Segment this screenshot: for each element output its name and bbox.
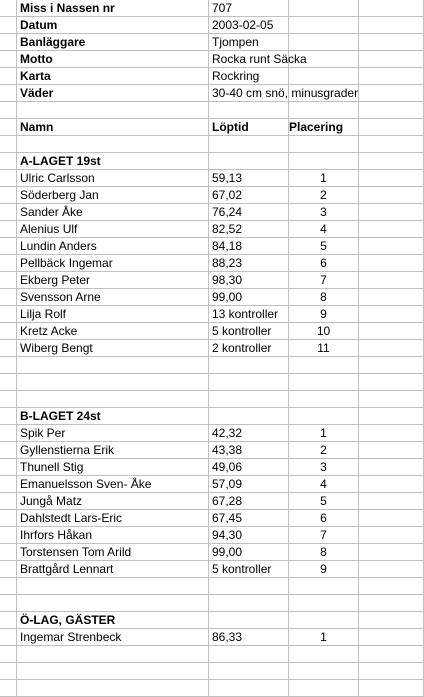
- grid-cell[interactable]: [359, 85, 424, 102]
- table-row: [0, 425, 424, 442]
- info-label[interactable]: Motto: [17, 51, 209, 68]
- info-label[interactable]: Väder: [17, 85, 209, 102]
- grid-cell[interactable]: [209, 663, 289, 680]
- run-time[interactable]: 2 kontroller: [209, 340, 289, 357]
- runner-name[interactable]: Emanuelsson Sven- Åke: [17, 476, 209, 493]
- grid-cell[interactable]: [17, 595, 209, 612]
- sheet-row-empty: [0, 680, 424, 697]
- grid-cell[interactable]: [0, 204, 17, 221]
- sheet-row-empty: [0, 663, 424, 680]
- run-time[interactable]: 5 kontroller: [209, 561, 289, 578]
- runner-name[interactable]: Spik Per: [17, 425, 209, 442]
- grid-cell[interactable]: [289, 374, 359, 391]
- grid-cell[interactable]: [0, 646, 17, 663]
- grid-cell[interactable]: [17, 357, 209, 374]
- grid-cell[interactable]: [289, 680, 359, 697]
- grid-cell[interactable]: [209, 680, 289, 697]
- table-row: [0, 306, 424, 323]
- runner-name[interactable]: Söderberg Jan: [17, 187, 209, 204]
- run-time[interactable]: 94,30: [209, 527, 289, 544]
- grid-cell[interactable]: [0, 510, 17, 527]
- sheet-row-info: [0, 17, 424, 34]
- runner-name[interactable]: Wiberg Bengt: [17, 340, 209, 357]
- grid-cell[interactable]: [17, 102, 209, 119]
- grid-cell[interactable]: [209, 374, 289, 391]
- grid-cell[interactable]: [0, 663, 17, 680]
- placement[interactable]: 10: [289, 323, 359, 340]
- grid-cell[interactable]: [359, 408, 424, 425]
- grid-cell[interactable]: [359, 272, 424, 289]
- grid-cell[interactable]: [209, 391, 289, 408]
- grid-cell[interactable]: [359, 561, 424, 578]
- table-row: [0, 629, 424, 646]
- run-time[interactable]: 57,09: [209, 476, 289, 493]
- table-row: [0, 442, 424, 459]
- grid-cell[interactable]: [17, 680, 209, 697]
- run-time[interactable]: 86,33: [209, 629, 289, 646]
- table-row: [0, 289, 424, 306]
- grid-cell[interactable]: [359, 119, 424, 136]
- info-value[interactable]: 707: [209, 0, 289, 17]
- group-title[interactable]: Ö-LAG, GÄSTER: [17, 612, 209, 629]
- grid-cell[interactable]: [0, 493, 17, 510]
- placement[interactable]: 4: [289, 221, 359, 238]
- table-row: [0, 272, 424, 289]
- grid-cell[interactable]: [359, 255, 424, 272]
- run-time[interactable]: 5 kontroller: [209, 323, 289, 340]
- grid-cell[interactable]: [289, 68, 359, 85]
- grid-cell[interactable]: [17, 646, 209, 663]
- placement[interactable]: 4: [289, 476, 359, 493]
- grid-cell[interactable]: [0, 68, 17, 85]
- grid-cell[interactable]: [0, 187, 17, 204]
- grid-cell[interactable]: [359, 493, 424, 510]
- table-row: [0, 561, 424, 578]
- grid-cell[interactable]: [209, 646, 289, 663]
- grid-cell[interactable]: [359, 612, 424, 629]
- grid-cell[interactable]: [289, 578, 359, 595]
- grid-cell[interactable]: [359, 442, 424, 459]
- sheet-row-empty: [0, 357, 424, 374]
- grid-cell[interactable]: [0, 561, 17, 578]
- grid-cell[interactable]: [209, 595, 289, 612]
- grid-cell[interactable]: [0, 476, 17, 493]
- grid-cell[interactable]: [0, 340, 17, 357]
- placement[interactable]: 7: [289, 527, 359, 544]
- sheet-row-empty: [0, 578, 424, 595]
- placement[interactable]: 6: [289, 510, 359, 527]
- grid-cell[interactable]: [0, 595, 17, 612]
- placement[interactable]: 8: [289, 544, 359, 561]
- runner-name[interactable]: Dahlstedt Lars-Eric: [17, 510, 209, 527]
- sheet-row-info: [0, 68, 424, 85]
- table-row: [0, 323, 424, 340]
- placement[interactable]: 2: [289, 442, 359, 459]
- grid-cell[interactable]: [359, 374, 424, 391]
- grid-cell[interactable]: [359, 476, 424, 493]
- grid-cell[interactable]: [0, 357, 17, 374]
- sheet-row-group: [0, 153, 424, 170]
- run-time[interactable]: 13 kontroller: [209, 306, 289, 323]
- grid-cell[interactable]: [0, 170, 17, 187]
- sheet-row-info: [0, 34, 424, 51]
- grid-cell[interactable]: [0, 374, 17, 391]
- placement[interactable]: 1: [289, 425, 359, 442]
- sheet-row-group: [0, 408, 424, 425]
- runner-name[interactable]: Svensson Arne: [17, 289, 209, 306]
- table-row: [0, 204, 424, 221]
- grid-cell[interactable]: [359, 646, 424, 663]
- run-time[interactable]: 42,32: [209, 425, 289, 442]
- sheet-row-empty: [0, 374, 424, 391]
- grid-cell[interactable]: [0, 0, 17, 17]
- runner-name[interactable]: Lilja Rolf: [17, 306, 209, 323]
- runner-name[interactable]: Gyllenstierna Erik: [17, 442, 209, 459]
- grid-cell[interactable]: [0, 306, 17, 323]
- placement[interactable]: 9: [289, 561, 359, 578]
- run-time[interactable]: 67,45: [209, 510, 289, 527]
- info-value[interactable]: Tjompen: [209, 34, 289, 51]
- run-time[interactable]: 82,52: [209, 221, 289, 238]
- grid-cell[interactable]: [359, 238, 424, 255]
- grid-cell[interactable]: [209, 136, 289, 153]
- placement[interactable]: 5: [289, 493, 359, 510]
- runner-name[interactable]: Sander Åke: [17, 204, 209, 221]
- grid-cell[interactable]: [0, 119, 17, 136]
- placement[interactable]: 7: [289, 272, 359, 289]
- grid-cell[interactable]: [0, 629, 17, 646]
- grid-cell[interactable]: [359, 680, 424, 697]
- grid-cell[interactable]: [0, 323, 17, 340]
- grid-cell[interactable]: [359, 629, 424, 646]
- sheet-row-empty: [0, 102, 424, 119]
- grid-cell[interactable]: [0, 459, 17, 476]
- grid-cell[interactable]: [0, 51, 17, 68]
- grid-cell[interactable]: [0, 612, 17, 629]
- placement[interactable]: 2: [289, 187, 359, 204]
- group-title[interactable]: B-LAGET 24st: [17, 408, 209, 425]
- grid-cell[interactable]: [359, 221, 424, 238]
- grid-cell[interactable]: [0, 238, 17, 255]
- placement[interactable]: 1: [289, 170, 359, 187]
- grid-cell[interactable]: [289, 391, 359, 408]
- placement[interactable]: 3: [289, 204, 359, 221]
- grid-cell[interactable]: [17, 136, 209, 153]
- grid-cell[interactable]: [359, 51, 424, 68]
- table-row: [0, 170, 424, 187]
- grid-cell[interactable]: [0, 255, 17, 272]
- grid-cell[interactable]: [0, 425, 17, 442]
- run-time[interactable]: 99,00: [209, 544, 289, 561]
- runner-name[interactable]: Lundin Anders: [17, 238, 209, 255]
- info-label[interactable]: Miss i Nassen nr: [17, 0, 209, 17]
- grid-cell[interactable]: [359, 68, 424, 85]
- table-row: [0, 510, 424, 527]
- grid-cell[interactable]: [0, 17, 17, 34]
- run-time[interactable]: 88,23: [209, 255, 289, 272]
- grid-cell[interactable]: [359, 34, 424, 51]
- table-row: [0, 187, 424, 204]
- table-row: [0, 340, 424, 357]
- grid-cell[interactable]: [0, 102, 17, 119]
- grid-cell[interactable]: [0, 680, 17, 697]
- grid-cell[interactable]: [359, 340, 424, 357]
- table-row: [0, 459, 424, 476]
- run-time[interactable]: 84,18: [209, 238, 289, 255]
- info-value[interactable]: 30-40 cm snö, minusgrader: [209, 85, 289, 102]
- grid-cell[interactable]: [359, 459, 424, 476]
- grid-cell[interactable]: [0, 527, 17, 544]
- grid-cell[interactable]: [359, 136, 424, 153]
- grid-cell[interactable]: [289, 357, 359, 374]
- runner-name[interactable]: Brattgård Lennart: [17, 561, 209, 578]
- grid-cell[interactable]: [359, 306, 424, 323]
- sheet-row-empty: [0, 646, 424, 663]
- grid-cell[interactable]: [209, 153, 289, 170]
- grid-cell[interactable]: [17, 374, 209, 391]
- placement[interactable]: 9: [289, 306, 359, 323]
- grid-cell[interactable]: [359, 663, 424, 680]
- grid-cell[interactable]: [289, 17, 359, 34]
- run-time[interactable]: 67,28: [209, 493, 289, 510]
- sheet-row-empty: [0, 136, 424, 153]
- grid-cell[interactable]: [359, 17, 424, 34]
- grid-cell[interactable]: [0, 85, 17, 102]
- runner-name[interactable]: Ekberg Peter: [17, 272, 209, 289]
- placement[interactable]: 3: [289, 459, 359, 476]
- grid-cell[interactable]: [209, 408, 289, 425]
- run-time[interactable]: 76,24: [209, 204, 289, 221]
- grid-cell[interactable]: [359, 153, 424, 170]
- grid-cell[interactable]: [0, 153, 17, 170]
- table-row: [0, 527, 424, 544]
- info-label[interactable]: Karta: [17, 68, 209, 85]
- grid-cell[interactable]: [0, 442, 17, 459]
- grid-cell[interactable]: [359, 391, 424, 408]
- grid-cell[interactable]: [209, 578, 289, 595]
- table-row: [0, 238, 424, 255]
- grid-cell[interactable]: [209, 357, 289, 374]
- grid-cell[interactable]: [359, 0, 424, 17]
- grid-cell[interactable]: [0, 289, 17, 306]
- run-time[interactable]: 59,13: [209, 170, 289, 187]
- sheet-row-empty: [0, 595, 424, 612]
- runner-name[interactable]: Kretz Acke: [17, 323, 209, 340]
- grid-cell[interactable]: [209, 612, 289, 629]
- grid-cell[interactable]: [17, 578, 209, 595]
- run-time[interactable]: 99,00: [209, 289, 289, 306]
- grid-cell[interactable]: [289, 408, 359, 425]
- grid-cell[interactable]: [289, 663, 359, 680]
- runner-name[interactable]: Ihrfors Håkan: [17, 527, 209, 544]
- grid-cell[interactable]: [359, 102, 424, 119]
- grid-cell[interactable]: [0, 391, 17, 408]
- grid-cell[interactable]: [359, 204, 424, 221]
- sheet-row-info: [0, 51, 424, 68]
- run-time[interactable]: 43,38: [209, 442, 289, 459]
- runner-name[interactable]: Ulric Carlsson: [17, 170, 209, 187]
- column-header-place[interactable]: Placering: [289, 119, 359, 136]
- grid-cell[interactable]: [0, 272, 17, 289]
- table-row: [0, 221, 424, 238]
- sheet-row-header: [0, 119, 424, 136]
- column-header-name[interactable]: Namn: [17, 119, 209, 136]
- runner-name[interactable]: Pellbäck Ingemar: [17, 255, 209, 272]
- grid-cell[interactable]: [359, 187, 424, 204]
- column-header-time[interactable]: Löptid: [209, 119, 289, 136]
- grid-cell[interactable]: [359, 289, 424, 306]
- group-title[interactable]: A-LAGET 19st: [17, 153, 209, 170]
- grid-cell[interactable]: [0, 34, 17, 51]
- grid-cell[interactable]: [359, 170, 424, 187]
- run-time[interactable]: 49,06: [209, 459, 289, 476]
- info-label[interactable]: Banläggare: [17, 34, 209, 51]
- grid-cell[interactable]: [0, 544, 17, 561]
- info-value[interactable]: 2003-02-05: [209, 17, 289, 34]
- grid-cell[interactable]: [17, 391, 209, 408]
- grid-cell[interactable]: [289, 0, 359, 17]
- grid-cell[interactable]: [17, 663, 209, 680]
- run-time[interactable]: 67,02: [209, 187, 289, 204]
- grid-cell[interactable]: [359, 510, 424, 527]
- placement[interactable]: 5: [289, 238, 359, 255]
- grid-cell[interactable]: [289, 612, 359, 629]
- info-label[interactable]: Datum: [17, 17, 209, 34]
- grid-cell[interactable]: [359, 425, 424, 442]
- info-value[interactable]: Rockring: [209, 68, 289, 85]
- placement[interactable]: 11: [289, 340, 359, 357]
- sheet-row-info: [0, 85, 424, 102]
- run-time[interactable]: 98,30: [209, 272, 289, 289]
- sheet-row-group: [0, 612, 424, 629]
- grid-cell[interactable]: [289, 136, 359, 153]
- grid-cell[interactable]: [289, 34, 359, 51]
- grid-cell[interactable]: [289, 646, 359, 663]
- grid-cell[interactable]: [0, 578, 17, 595]
- runner-name[interactable]: Ingemar Strenbeck: [17, 629, 209, 646]
- grid-cell[interactable]: [0, 221, 17, 238]
- grid-cell[interactable]: [359, 323, 424, 340]
- grid-cell[interactable]: [359, 544, 424, 561]
- table-row: [0, 476, 424, 493]
- grid-cell[interactable]: [0, 136, 17, 153]
- info-value[interactable]: Rocka runt Säcka: [209, 51, 289, 68]
- placement[interactable]: 6: [289, 255, 359, 272]
- grid-cell[interactable]: [0, 408, 17, 425]
- placement[interactable]: 8: [289, 289, 359, 306]
- sheet-row-empty: [0, 391, 424, 408]
- grid-cell[interactable]: [359, 357, 424, 374]
- grid-cell[interactable]: [289, 153, 359, 170]
- grid-cell[interactable]: [289, 102, 359, 119]
- runner-name[interactable]: Alenius Ulf: [17, 221, 209, 238]
- grid-cell[interactable]: [289, 595, 359, 612]
- grid-cell[interactable]: [359, 578, 424, 595]
- sheet-row-info: [0, 0, 424, 17]
- table-row: [0, 493, 424, 510]
- runner-name[interactable]: Thunell Stig: [17, 459, 209, 476]
- grid-cell[interactable]: [359, 595, 424, 612]
- grid-cell[interactable]: [209, 102, 289, 119]
- table-row: [0, 544, 424, 561]
- grid-cell[interactable]: [359, 527, 424, 544]
- placement[interactable]: 1: [289, 629, 359, 646]
- runner-name[interactable]: Torstensen Tom Arild: [17, 544, 209, 561]
- table-row: [0, 255, 424, 272]
- runner-name[interactable]: Jungå Matz: [17, 493, 209, 510]
